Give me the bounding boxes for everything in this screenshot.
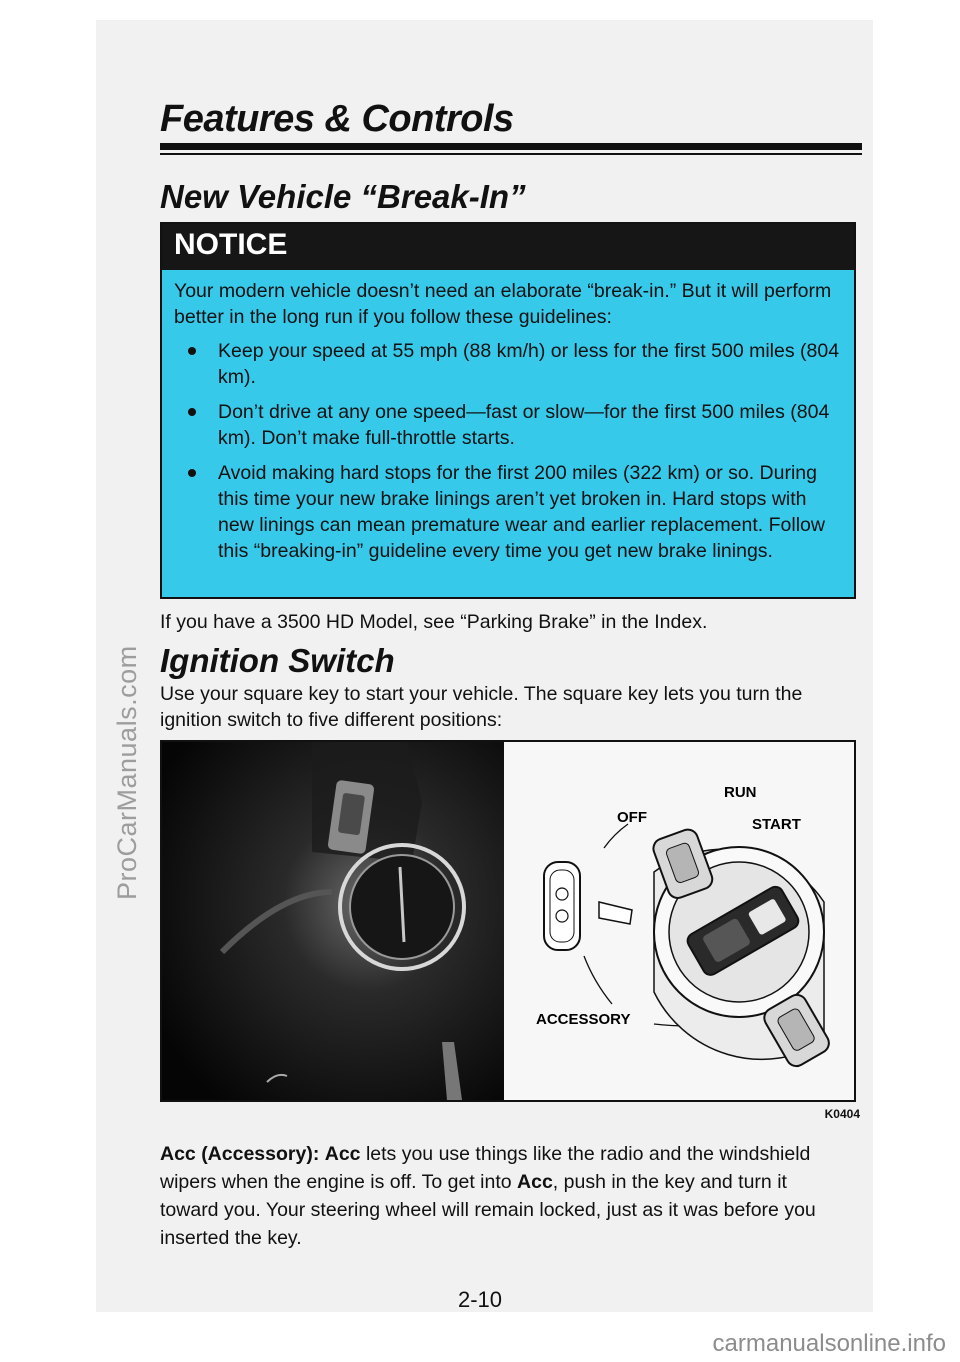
ignition-lock-icon	[544, 827, 833, 1070]
bullet-text: Don’t drive at any one speed—fast or slow—for the first 500 miles (804 km). Don’t make full-throttle starts.	[218, 401, 830, 449]
notice-label: NOTICE	[174, 228, 288, 261]
ignition-heading: Ignition Switch	[160, 642, 395, 679]
accessory-label: ACCESSORY	[536, 1011, 631, 1028]
notice-header	[162, 224, 854, 270]
side-watermark: ProCarManuals.com	[112, 645, 142, 900]
notice-bullet	[184, 460, 844, 564]
acc-word-2: Acc	[517, 1171, 553, 1193]
ignition-photo	[162, 742, 504, 1100]
bullet-icon	[188, 347, 196, 355]
ignition-diagram	[504, 742, 854, 1100]
start-label: START	[752, 816, 801, 833]
figure-code: K0404	[824, 1107, 860, 1121]
bottom-watermark: carmanualsonline.info	[712, 1330, 946, 1357]
off-label: OFF	[617, 809, 647, 826]
page-number: 2-10	[457, 1287, 503, 1312]
section-rule-thin	[160, 153, 862, 155]
section-title: Features & Controls	[160, 98, 514, 140]
acc-paragraph	[160, 1140, 850, 1252]
hd-model-note: If you have a 3500 HD Model, see “Parking Brake” in the Index.	[160, 611, 708, 633]
ignition-intro: Use your square key to start your vehicle. The square key lets you turn the ignition switch to five different positions:	[160, 683, 803, 731]
acc-text-1: lets you use things like the radio and the windshield wipers when the engine is off. To get into	[160, 1143, 811, 1193]
notice-bullet	[184, 399, 844, 451]
bullet-icon	[188, 469, 196, 477]
acc-term: Acc (Accessory):	[160, 1143, 320, 1165]
notice-bullet	[184, 338, 844, 390]
bullet-text: Avoid making hard stops for the first 200 miles (322 km) or so. During this time your new brake linings aren’t yet broken in. Hard stops with new linings can mean premature wear and earlier replacement. Follow this “breaking-in” guideline every time you get new brake linings.	[218, 462, 825, 562]
breakin-heading: New Vehicle “Break-In”	[160, 178, 526, 215]
acc-word: Acc	[324, 1143, 361, 1165]
bullet-text: Keep your speed at 55 mph (88 km/h) or less for the first 500 miles (804 km).	[218, 340, 840, 388]
ignition-figure	[160, 740, 856, 1102]
notice-bullet-list	[184, 338, 844, 573]
notice-intro: Your modern vehicle doesn’t need an elaborate “break-in.” But it will perform better in the long run if you follow these guidelines:	[174, 280, 832, 328]
acc-text-2: , push in the key and turn it toward you. Your steering wheel will remain locked, just as it was before you inserted the key.	[160, 1171, 816, 1249]
notice-box	[160, 222, 856, 599]
bullet-icon	[188, 408, 196, 416]
run-label: RUN	[724, 784, 757, 801]
section-rule	[160, 143, 862, 150]
